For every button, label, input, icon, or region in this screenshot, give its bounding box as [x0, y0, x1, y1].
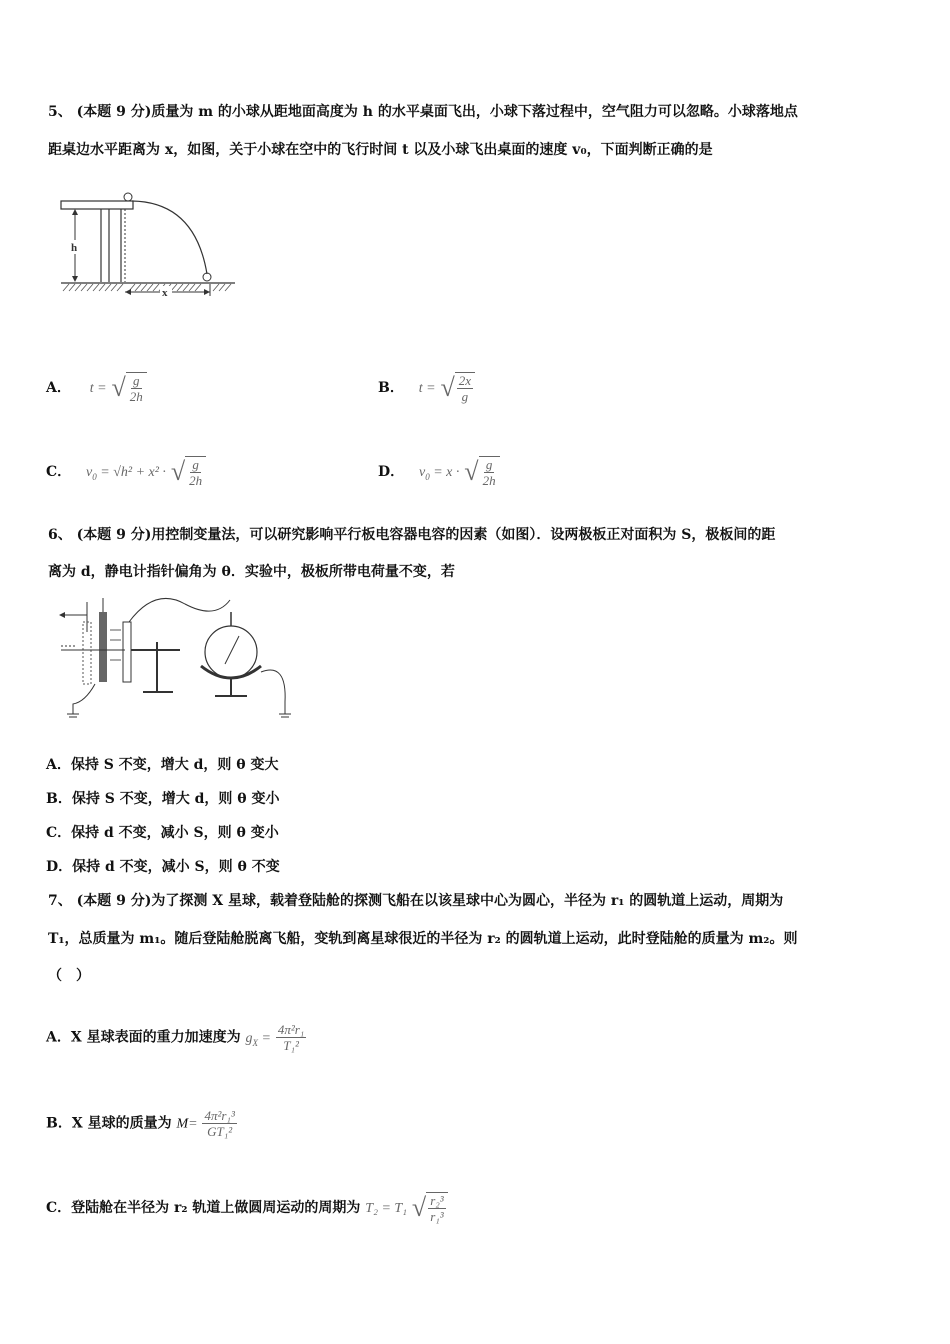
q6-text-line1: 6、 (本题 9 分)用控制变量法，可以研究影响平行板电容器电容的因素（如图）．设两极板正对面积为 S，极板间的距 — [48, 527, 776, 543]
option-c-numerator: g — [192, 457, 199, 472]
q7-option-a-denominator: T₁² — [283, 1038, 299, 1053]
q7-option-a[interactable] — [46, 1022, 306, 1053]
q5-option-c[interactable]: C． $v_0 = √h^2 + x^2$ · √ $\frac{g}{2h}$ — [46, 456, 206, 488]
option-a-denominator: 2h — [129, 389, 143, 404]
q7-text-line2: T₁，总质量为 m₁。随后登陆舱脱离飞船，变轨到离星球很近的半径为 r₂ 的圆轨道上运动，此时登陆舱的质量为 m₂。则 — [48, 931, 798, 947]
q7-option-c-eq: = T₁ — [381, 1201, 408, 1216]
q7-text-line3: （ ） — [48, 968, 90, 984]
q7-option-a-eq: = — [261, 1030, 271, 1046]
option-a-lhs: t = — [89, 381, 107, 396]
option-c-lhs: v — [86, 465, 93, 480]
option-b-denominator: g — [461, 389, 469, 404]
option-c-sub: 0 — [92, 471, 97, 482]
q6-option-a[interactable]: A．保持 S 不变，增大 d，则 θ 变大 — [46, 757, 279, 773]
q7-option-b-eq: = — [188, 1116, 198, 1132]
option-d-label: D． — [378, 464, 405, 480]
option-b-lhs: t = — [418, 381, 436, 396]
q6-option-b[interactable]: B．保持 S 不变，增大 d，则 θ 变小 — [46, 791, 280, 807]
q6-option-c[interactable]: C．保持 d 不变，减小 S，则 θ 变小 — [46, 825, 279, 841]
option-d-numerator: g — [485, 457, 493, 472]
q5-option-a[interactable]: A． t = √ $\frac{g}{2h}$ — [46, 372, 147, 404]
option-a-numerator: g — [133, 373, 140, 388]
q7-option-b-numerator: 4π²r₁³ — [204, 1108, 235, 1123]
option-d-mid: = x · — [433, 465, 460, 480]
q5-figure-h-label: h — [71, 242, 78, 254]
q7-option-c-numerator: r₂³ — [430, 1193, 444, 1208]
q5-projectile-figure — [55, 188, 245, 300]
q7-option-c[interactable]: C．登陆舱在半径为 r₂ 轨道上做圆周运动的周期为 T₂ = T₁ √ $\frac{\text{r₂³}}{\text{r₁³}}$ — [46, 1192, 448, 1224]
option-c-mid: = √h² + x² · — [100, 465, 166, 480]
q6-capacitor-figure — [55, 592, 300, 727]
q5-option-d[interactable]: D． $v_0 = x$ · √ $\frac{g}{2h}$ — [378, 456, 500, 488]
q5-text-line1: 5、 (本题 9 分)质量为 m 的小球从距地面高度为 h 的水平桌面飞出，小球下落过程中，空气阻力可以忽略。小球落地点 — [48, 104, 798, 120]
q6-text-line2: 离为 d，静电计指针偏角为 θ．实验中，极板所带电荷量不变，若 — [48, 564, 455, 580]
option-d-lhs: v — [419, 465, 426, 480]
q7-option-c-denominator: r₁³ — [430, 1209, 444, 1224]
option-c-denominator: 2h — [189, 473, 203, 488]
q7-option-a-lhs: g — [245, 1030, 253, 1046]
option-d-denominator: 2h — [482, 473, 496, 488]
q7-option-a-numerator: 4π²r₁ — [277, 1022, 305, 1037]
option-b-numerator: 2x — [458, 373, 471, 388]
q7-option-b-lhs: M — [176, 1116, 189, 1132]
q7-option-b-text: B．X 星球的质量为 — [46, 1115, 172, 1132]
q7-option-c-lhs: T₂ — [365, 1201, 378, 1216]
q7-option-b-denominator: GT₁² — [207, 1124, 233, 1139]
q7-option-a-sub: X — [252, 1037, 258, 1048]
q7-text-line1: 7、 (本题 9 分)为了探测 X 星球，载着登陆舱的探测飞船在以该星球中心为圆心，半径为 r₁ 的圆轨道上运动，周期为 — [48, 893, 784, 909]
option-a-label: A． — [46, 380, 71, 396]
q7-option-a-text: A．X 星球表面的重力加速度为 — [46, 1029, 241, 1046]
option-c-label: C． — [46, 464, 72, 480]
q5-figure-x-label: x — [162, 287, 168, 299]
q6-option-d[interactable]: D．保持 d 不变，减小 S，则 θ 不变 — [46, 859, 280, 875]
q5-text-line2: 距桌边水平距离为 x，如图，关于小球在空中的飞行时间 t 以及小球飞出桌面的速度 v₀，下面判断正确的是 — [48, 142, 713, 158]
option-d-sub: 0 — [425, 471, 430, 482]
q7-option-c-text: C．登陆舱在半径为 r₂ 轨道上做圆周运动的周期为 — [46, 1200, 361, 1216]
q7-option-b[interactable] — [46, 1108, 237, 1139]
option-b-label: B． — [378, 380, 404, 396]
q5-option-b[interactable]: B． t = √ $\frac{2x}{g}$ — [378, 372, 475, 404]
